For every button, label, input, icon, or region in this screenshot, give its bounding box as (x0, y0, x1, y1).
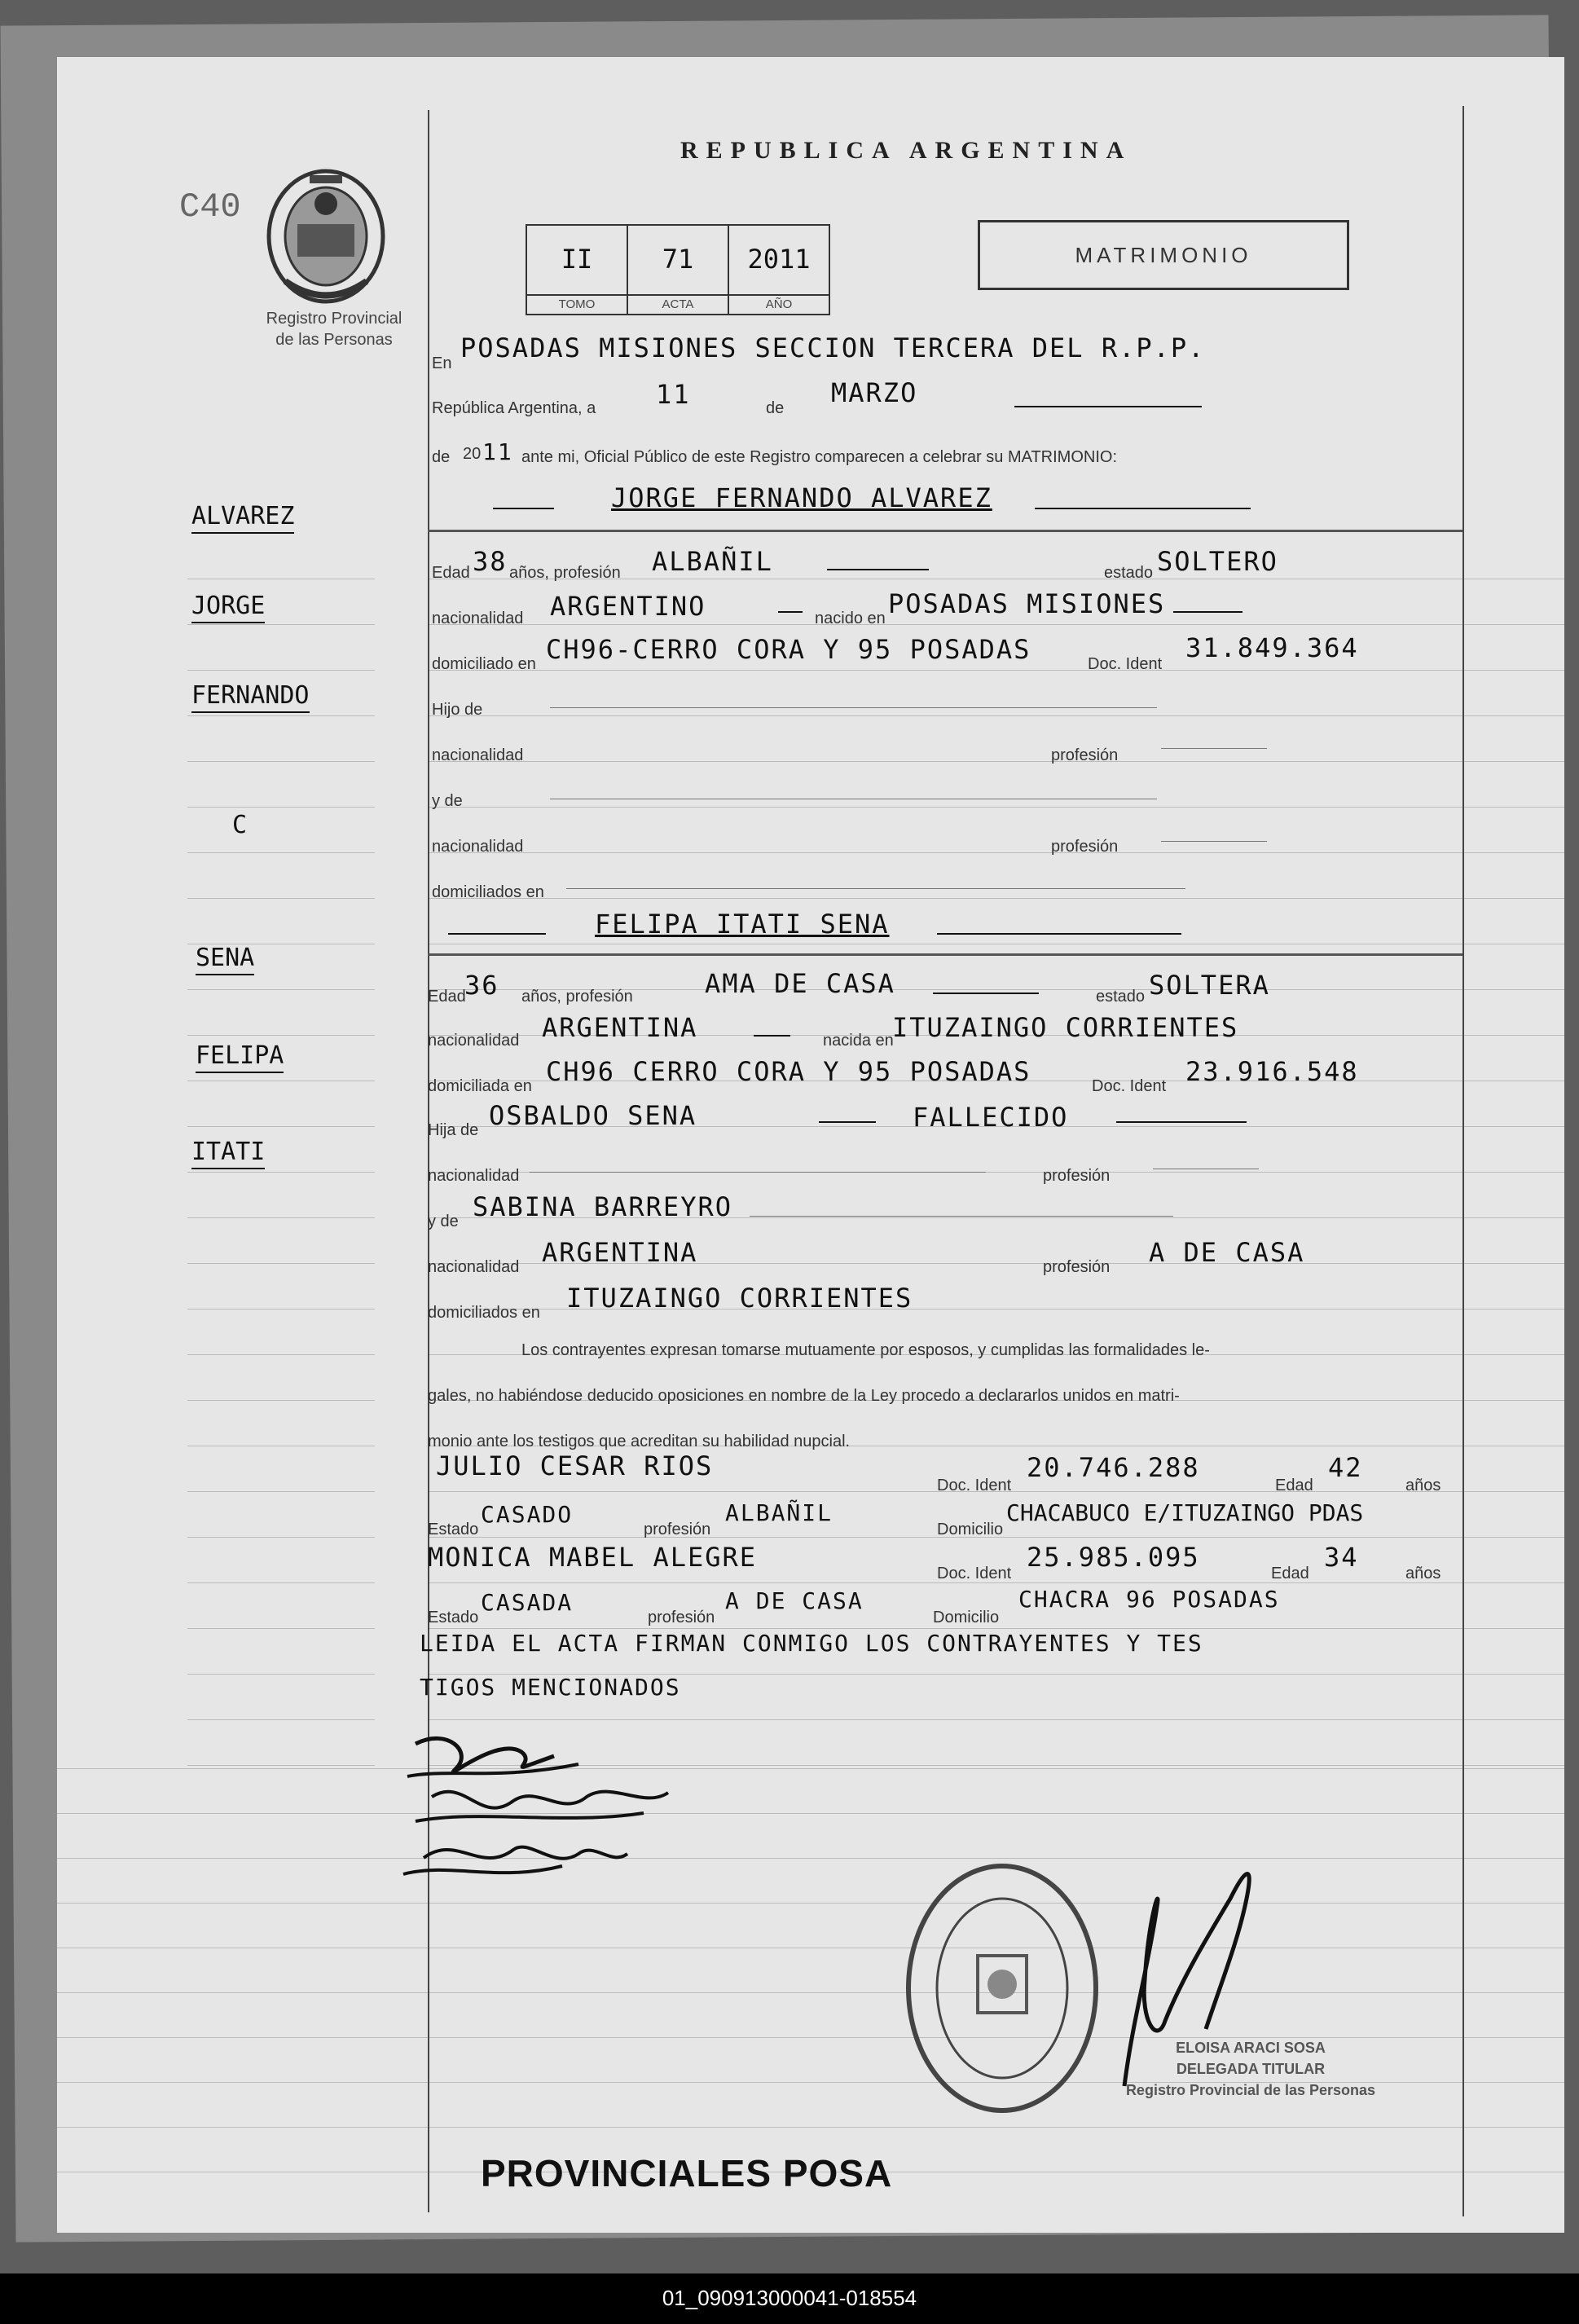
bride-domicilio: CH96 CERRO CORA Y 95 POSADAS (546, 1056, 1031, 1087)
registry-line-2: de las Personas (275, 331, 393, 349)
signatures-image (399, 1719, 725, 1907)
witness-2-domicilio: CHACRA 96 POSADAS (1018, 1586, 1280, 1613)
bride-nacida: ITUZAINGO CORRIENTES (892, 1012, 1239, 1043)
bride-nac-dash (754, 1035, 790, 1037)
groom-domiciliados-label: domiciliados en (432, 883, 544, 901)
right-margin-line (1462, 106, 1464, 2216)
bride-profesion-label: años, profesión (521, 988, 633, 1006)
official-title: DELEGADA TITULAR (1176, 2061, 1326, 2077)
bride-profesion: AMA DE CASA (705, 968, 895, 999)
bride-mother: SABINA BARREYRO (473, 1191, 732, 1222)
groom-domicilio: CH96-CERRO CORA Y 95 POSADAS (546, 634, 1031, 665)
ruled-line (428, 898, 1564, 899)
witness-2-doc-label: Doc. Ident (937, 1565, 1012, 1582)
ruled-line (57, 1992, 1564, 1993)
witness-2-estado-label: Estado (428, 1609, 479, 1626)
closing-line-2: TIGOS MENCIONADOS (420, 1674, 681, 1701)
margin-ruled-line (187, 1582, 375, 1583)
bride-nac1-line (530, 1172, 986, 1173)
registry-code: C40 (179, 187, 241, 227)
bride-estado-label: estado (1096, 988, 1146, 1006)
margin-name-felipa: FELIPA (196, 1041, 284, 1073)
declaration-line-3: monio ante los testigos que acreditan su habilidad nupcial. (428, 1433, 851, 1450)
margin-ruled-line (187, 1537, 375, 1538)
witness-2-edad-label: Edad (1271, 1565, 1309, 1582)
margin-name-c: C (232, 811, 248, 839)
section-divider-2 (428, 953, 1462, 956)
official-signature-block (1116, 2037, 1385, 2101)
en-label: En (432, 354, 452, 372)
witness-2-domicilio-label: Domicilio (933, 1609, 1000, 1626)
witness-2-anios-label: años (1405, 1565, 1441, 1582)
groom-nac1-label: nacionalidad (432, 746, 524, 764)
groom-prof2-label: profesión (1051, 838, 1119, 856)
republica-label: República Argentina, a (432, 399, 596, 417)
groom-prof2-line (1161, 841, 1267, 842)
statement-text: ante mi, Oficial Público de este Registro comparecen a celebrar su MATRIMONIO: (521, 448, 1118, 466)
ruled-line (428, 852, 1564, 853)
bride-prof2-label: profesión (1043, 1258, 1111, 1276)
witness-1-edad: 42 (1328, 1452, 1363, 1483)
margin-ruled-line (187, 1628, 375, 1629)
groom-estado: SOLTERO (1157, 546, 1278, 577)
bride-nac2-label: nacionalidad (428, 1258, 520, 1276)
witness-1-profesion: ALBAÑIL (725, 1499, 833, 1526)
bride-domiciliados: ITUZAINGO CORRIENTES (566, 1283, 913, 1314)
acta-value: 71 (662, 244, 694, 275)
de-label: de (766, 399, 785, 417)
name-dash-right (1035, 508, 1251, 509)
margin-ruled-line (187, 670, 375, 671)
witness-1-doc: 20.746.288 (1027, 1452, 1200, 1483)
groom-hijo-label: Hijo de (432, 701, 483, 719)
groom-nac-dash (778, 611, 803, 613)
acta-label: ACTA (628, 294, 728, 314)
ruled-line (428, 761, 1564, 762)
margin-ruled-line (187, 1354, 375, 1355)
anio-label: AÑO (729, 294, 829, 314)
margin-ruled-line (187, 1217, 375, 1218)
groom-domicilio-label: domiciliado en (432, 655, 536, 673)
anio-cell (729, 226, 829, 314)
margin-ruled-line (187, 1126, 375, 1127)
margin-name-sena: SENA (196, 944, 254, 975)
groom-profesion-label: años, profesión (509, 564, 621, 582)
margin-ruled-line (187, 1400, 375, 1401)
image-id-footer: 01_090913000041-018554 (662, 2286, 917, 2310)
bride-profesion-dash (933, 993, 1039, 994)
margin-ruled-line (187, 898, 375, 899)
margin-name-itati: ITATI (191, 1138, 265, 1169)
margin-name-fernando: FERNANDO (191, 681, 310, 713)
groom-nacido-label: nacido en (815, 610, 886, 627)
declaration-line-1: Los contrayentes expresan tomarse mutuamente por esposos, y cumplidas las formalidades le- (521, 1341, 1210, 1359)
groom-nacionalidad: ARGENTINO (550, 591, 706, 622)
groom-full-name: JORGE FERNANDO ALVAREZ (611, 482, 992, 513)
year-prefix: 20 (463, 445, 482, 463)
margin-ruled-line (187, 989, 375, 990)
margin-ruled-line (187, 807, 375, 808)
groom-nacido: POSADAS MISIONES (888, 588, 1166, 619)
bride-yde-label: y de (428, 1213, 459, 1230)
ruled-line (57, 1858, 1564, 1859)
tomo-label: TOMO (527, 294, 627, 314)
bride-nacionalidad-label: nacionalidad (428, 1032, 520, 1050)
bride-father: OSBALDO SENA (489, 1100, 697, 1131)
groom-nac2-label: nacionalidad (432, 838, 524, 856)
anio-value: 2011 (747, 244, 811, 275)
bride-doc: 23.916.548 (1185, 1056, 1359, 1087)
groom-profesion-dash (827, 569, 929, 570)
bride-nac1-label: nacionalidad (428, 1167, 520, 1185)
bride-mother-line (750, 1216, 1173, 1217)
witness-1-name: JULIO CESAR RIOS (436, 1450, 714, 1481)
acta-cell (628, 226, 729, 314)
witness-1-estado: CASADO (481, 1501, 574, 1528)
month-dash (1014, 406, 1202, 407)
section-divider-1 (428, 530, 1462, 532)
witness-1-profesion-label: profesión (644, 1521, 711, 1538)
bride-father-status: FALLECIDO (913, 1102, 1069, 1133)
name-dash-left (493, 508, 554, 509)
margin-ruled-line (187, 715, 375, 716)
witness-2-estado: CASADA (481, 1589, 574, 1616)
tomo-cell (527, 226, 628, 314)
witness-1-domicilio-label: Domicilio (937, 1521, 1004, 1538)
margin-ruled-line (187, 1263, 375, 1264)
ruled-line (428, 670, 1564, 671)
bride-domicilio-label: domiciliada en (428, 1077, 532, 1095)
groom-prof1-label: profesión (1051, 746, 1119, 764)
de2-label: de (432, 448, 451, 466)
month-value: MARZO (831, 377, 918, 408)
groom-estado-label: estado (1104, 564, 1154, 582)
registry-line-1: Registro Provincial (266, 310, 402, 328)
day-value: 11 (656, 379, 691, 410)
bride-name-dash-left (448, 933, 546, 935)
groom-prof1-line (1161, 748, 1267, 749)
official-stamp-icon (900, 1858, 1104, 2119)
bride-full-name: FELIPA ITATI SENA (595, 909, 890, 940)
bride-estado: SOLTERA (1149, 970, 1270, 1001)
bride-hija-label: Hija de (428, 1121, 479, 1139)
act-id-box (526, 224, 830, 315)
bride-nacida-label: nacida en (823, 1032, 894, 1050)
tomo-value: II (561, 244, 593, 275)
margin-ruled-line (187, 624, 375, 625)
groom-nacido-dash (1173, 611, 1243, 613)
groom-doc-label: Doc. Ident (1088, 655, 1163, 673)
closing-line-1: LEIDA EL ACTA FIRMAN CONMIGO LOS CONTRAYENTES Y TES (420, 1630, 1203, 1657)
bride-status-dash (1116, 1121, 1247, 1123)
underlying-page-text: PROVINCIALES POSA (481, 2152, 893, 2194)
coat-of-arms-icon (253, 159, 399, 322)
document-page (57, 57, 1564, 2233)
official-office: Registro Provincial de las Personas (1125, 2082, 1376, 2098)
bride-prof1-label: profesión (1043, 1167, 1111, 1185)
witness-2-doc: 25.985.095 (1027, 1542, 1200, 1573)
bride-nacionalidad: ARGENTINA (542, 1012, 698, 1043)
margin-name-jorge: JORGE (191, 592, 265, 623)
groom-nacionalidad-label: nacionalidad (432, 610, 524, 627)
declaration-line-2: gales, no habiéndose deducido oposiciones en nombre de la Ley procedo a declararlos unidos en matri- (428, 1387, 1180, 1405)
ruled-line (57, 1813, 1564, 1814)
witness-1-domicilio: CHACABUCO E/ITUZAINGO PDAS (1006, 1499, 1364, 1526)
groom-domiciliados-line (566, 888, 1185, 889)
ruled-line (57, 1768, 1564, 1769)
margin-ruled-line (187, 1035, 375, 1036)
act-type-box: MATRIMONIO (978, 220, 1349, 290)
margin-ruled-line (187, 761, 375, 762)
witness-2-edad: 34 (1324, 1542, 1359, 1573)
witness-1-edad-label: Edad (1275, 1477, 1313, 1494)
bride-domiciliados-label: domiciliados en (428, 1304, 540, 1322)
witness-1-anios-label: años (1405, 1477, 1441, 1494)
groom-edad: 38 (473, 546, 508, 577)
margin-ruled-line (187, 1172, 375, 1173)
margin-ruled-line (187, 1674, 375, 1675)
registry-name (249, 308, 420, 350)
groom-hijo-line (550, 707, 1157, 708)
groom-edad-label: Edad (432, 564, 470, 582)
country-title: REPUBLICA ARGENTINA (680, 137, 1133, 164)
ruled-line (428, 624, 1564, 625)
official-name: ELOISA ARACI SOSA (1176, 2040, 1326, 2056)
bride-father-dash (819, 1121, 876, 1123)
ruled-line (428, 715, 1564, 716)
margin-ruled-line (187, 1765, 375, 1766)
witness-2-profesion-label: profesión (648, 1609, 715, 1626)
margin-name-alvarez: ALVAREZ (191, 502, 294, 534)
witness-1-doc-label: Doc. Ident (937, 1477, 1012, 1494)
bride-edad: 36 (464, 970, 499, 1001)
margin-ruled-line (187, 1719, 375, 1720)
bride-prof2: A DE CASA (1149, 1237, 1305, 1268)
witness-2-name: MONICA MABEL ALEGRE (428, 1542, 758, 1573)
year-suffix: 11 (482, 438, 513, 465)
ruled-line (428, 1628, 1564, 1629)
margin-ruled-line (187, 1491, 375, 1492)
ruled-line (57, 2127, 1564, 2128)
groom-profesion: ALBAÑIL (652, 546, 773, 577)
witness-1-estado-label: Estado (428, 1521, 479, 1538)
witness-2-profesion: A DE CASA (725, 1587, 864, 1614)
groom-doc: 31.849.364 (1185, 632, 1359, 663)
margin-ruled-line (187, 852, 375, 853)
groom-yde-label: y de (432, 792, 463, 810)
ruled-line (57, 1903, 1564, 1904)
bride-doc-label: Doc. Ident (1092, 1077, 1167, 1095)
bride-edad-label: Edad (428, 988, 466, 1006)
place-value: POSADAS MISIONES SECCION TERCERA DEL R.P.P. (460, 332, 1206, 363)
ruled-line (428, 807, 1564, 808)
bride-name-dash-right (937, 933, 1181, 935)
bride-nac2: ARGENTINA (542, 1237, 698, 1268)
